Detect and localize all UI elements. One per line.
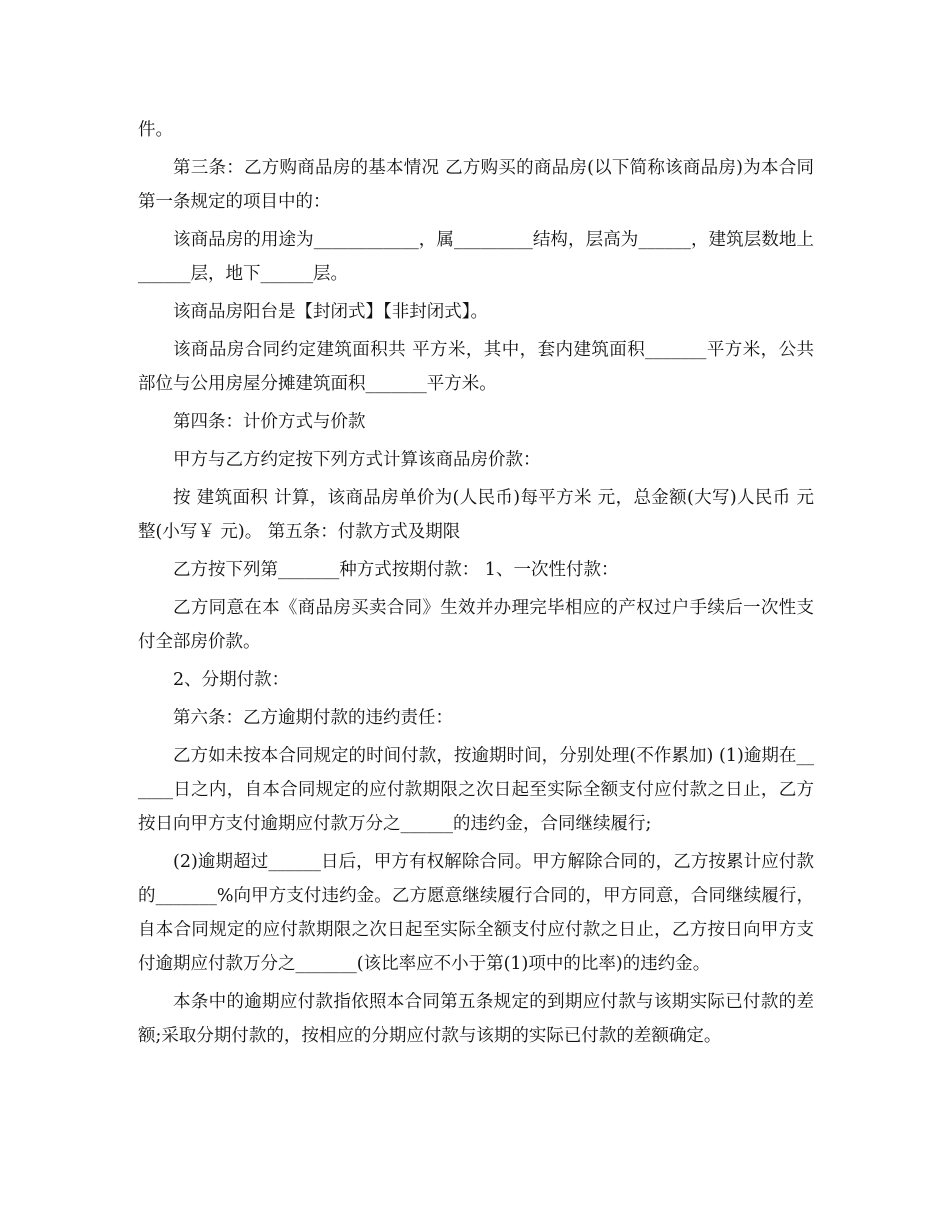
document-body bbox=[138, 113, 814, 1057]
paragraph-continuation: 件。 bbox=[138, 120, 173, 140]
paragraph-floor-area: 该商品房合同约定建筑面积共 平方米，其中，套内建筑面积_______平方米，公共部位与公用房屋分摊建筑面积_______平方米。 bbox=[138, 340, 814, 394]
paragraph-article-6-heading: 第六条：乙方逾期付款的违约责任： bbox=[173, 708, 453, 728]
paragraph-article-4-heading: 第四条：计价方式与价款 bbox=[173, 412, 366, 432]
paragraph-lump-sum: 乙方同意在本《商品房买卖合同》生效并办理完毕相应的产权过户手续后一次性支付全部房价款。 bbox=[138, 598, 814, 652]
paragraph-price-and-article-5: 按 建筑面积 计算，该商品房单价为(人民币)每平方米 元，总金额(大写)人民币 元整(小写￥ 元)。 第五条：付款方式及期限 bbox=[138, 488, 814, 542]
paragraph-usage-structure: 该商品房的用途为____________，属_________结构，层高为______，建筑层数地上______层，地下______层。 bbox=[138, 230, 814, 284]
paragraph-balcony: 该商品房阳台是【封闭式】【非封闭式】。 bbox=[173, 302, 488, 322]
paragraph-article-3: 第三条：乙方购商品房的基本情况 乙方购买的商品房(以下简称该商品房)为本合同第一条规定的项目中的： bbox=[138, 158, 814, 212]
paragraph-pricing-method: 甲方与乙方约定按下列方式计算该商品房价款： bbox=[173, 450, 541, 470]
paragraph-installment: 2、分期付款： bbox=[173, 670, 290, 690]
paragraph-late-payment-1: 乙方如未按本合同规定的时间付款，按逾期时间，分别处理(不作累加) (1)逾期在______日之内，自本合同规定的应付款期限之次日起至实际全额支付应付款之日止，乙方按日向甲方支付逾期应付款万分之______的违约金，合同继续履行; bbox=[138, 746, 814, 834]
paragraph-payment-option: 乙方按下列第_______种方式按期付款： 1、一次性付款： bbox=[173, 560, 619, 580]
paragraph-overdue-definition: 本条中的逾期应付款指依照本合同第五条规定的到期应付款与该期实际已付款的差额;采取分期付款的，按相应的分期应付款与该期的实际已付款的差额确定。 bbox=[138, 992, 814, 1046]
paragraph-late-payment-2: (2)逾期超过______日后，甲方有权解除合同。甲方解除合同的，乙方按累计应付款的_______%向甲方支付违约金。乙方愿意继续履行合同的，甲方同意，合同继续履行，自本合同规定的应付款期限之次日起至实际全额支付应付款之日止，乙方按日向甲方支付逾期应付款万分之_______(该比率应不小于第(1)项中的比率)的违约金。 bbox=[138, 852, 814, 974]
